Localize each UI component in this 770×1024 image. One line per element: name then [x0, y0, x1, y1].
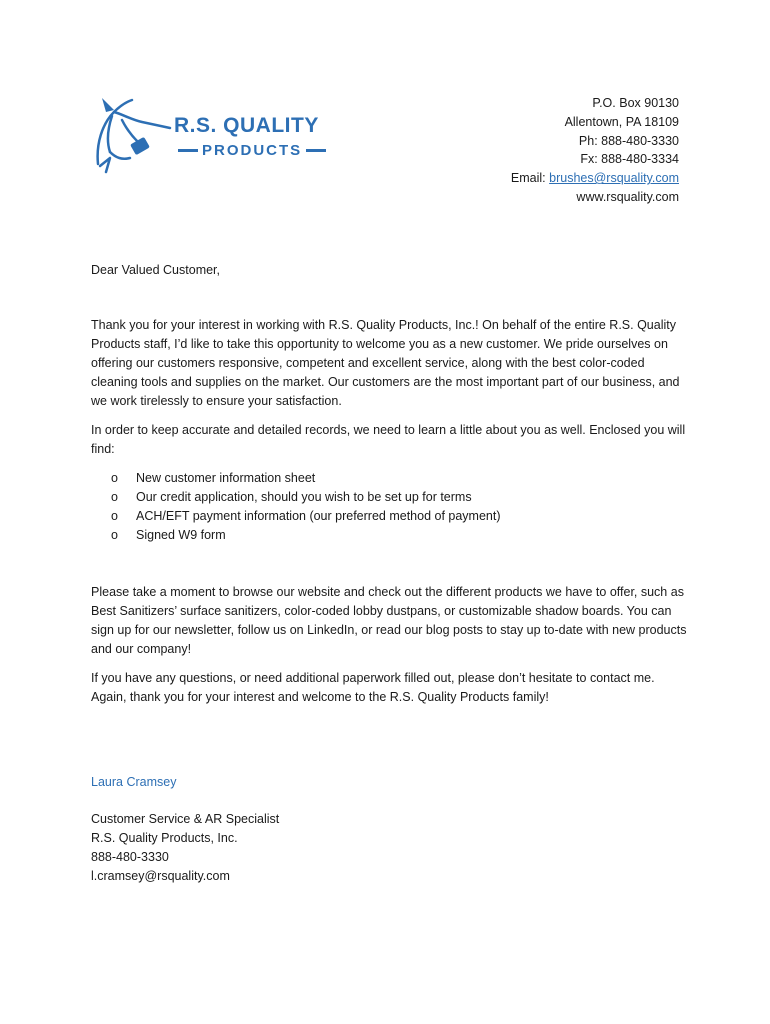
brand-bar-right [306, 149, 326, 152]
signature-name: Laura Cramsey [91, 775, 177, 789]
letter-body [91, 261, 691, 886]
list-item: o New customer information sheet [91, 469, 691, 488]
bullet: o [111, 490, 118, 504]
marlin-icon [92, 94, 172, 176]
website-line: www.rsquality.com [576, 189, 679, 204]
greeting: Dear Valued Customer, [91, 263, 220, 277]
paragraph-records: In order to keep accurate and detailed records, we need to learn a little about you as well. Enclosed you will find: [91, 423, 686, 456]
email-label: Email: [510, 171, 550, 186]
company-logo [92, 94, 332, 176]
paragraph-contact: If you have any questions, or need additional paperwork filled out, please don’t hesitate to contact me. Again, thank you for your interest and welcome to the R.S. Quality Products family! [91, 671, 655, 704]
brand-products [174, 142, 330, 159]
brand-bar-left [178, 149, 198, 152]
paragraph-intro: Thank you for your interest in working with R.S. Quality Products, Inc.! On behalf of the entire R.S. Quality Products staff, I’d like to take this opportunity to welcome you as a new customer. We pride ourselves on offering our customers responsive, competent and excellent service, along with the best color-coded cleaning tools and supplies on the market. Our customers are the most important part of our business, and we work tirelessly to ensure your satisfaction. [91, 318, 680, 408]
paragraph-browse: Please take a moment to browse our website and check out the different products we have to offer, such as Best Sanitizers’ surface sanitizers, color-coded lobby dustpans, or customizable shadow boards. You can sign up for our newsletter, follow us on LinkedIn, or read our blog posts to stay up to-date with new products and our company! [91, 585, 687, 656]
signature-phone: 888-480-3330 [91, 850, 169, 864]
brand-name: R.S. QUALITY [174, 114, 319, 137]
signature-company: R.S. Quality Products, Inc. [91, 831, 238, 845]
address-block [511, 94, 679, 207]
bullet: o [111, 528, 118, 542]
signature-email: l.cramsey@rsquality.com [91, 869, 230, 883]
list-item: o Signed W9 form [91, 526, 691, 545]
bullet: o [111, 509, 118, 523]
brand-products-label: PRODUCTS [202, 142, 303, 159]
email-link[interactable]: brushes@rsquality.com [549, 171, 679, 186]
city-line: Allentown, PA 18109 [564, 114, 679, 129]
list-item: o ACH/EFT payment information (our preferred method of payment) [91, 507, 691, 526]
phone-line: Ph: 888-480-3330 [578, 133, 679, 148]
list-item: o Our credit application, should you wish to be set up for terms [91, 488, 691, 507]
email-line [511, 169, 679, 188]
enclosures-list [91, 469, 691, 545]
signature-title: Customer Service & AR Specialist [91, 812, 280, 826]
bullet: o [111, 471, 118, 485]
fax-line: Fx: 888-480-3334 [580, 152, 679, 167]
po-box: P.O. Box 90130 [592, 96, 679, 110]
